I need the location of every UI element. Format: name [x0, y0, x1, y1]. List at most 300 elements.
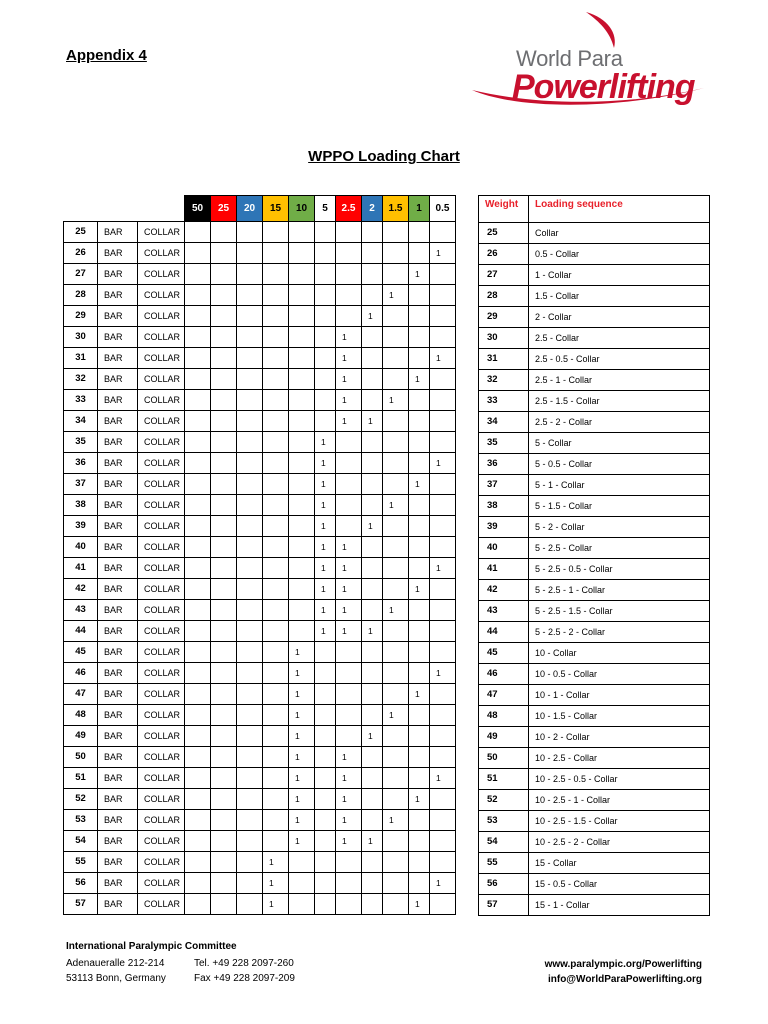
table-row — [64, 306, 456, 327]
plate-count-cell — [211, 579, 237, 600]
table-row — [64, 705, 456, 726]
loading-sequence-table — [478, 195, 710, 916]
plate-count-cell — [185, 243, 211, 264]
sequence-row — [479, 307, 710, 328]
plate-count-cell — [409, 516, 430, 537]
plate-count-cell — [263, 537, 289, 558]
plate-count-cell — [430, 621, 456, 642]
plate-count-cell — [362, 243, 383, 264]
sequence-cell: 2 - Collar — [529, 307, 710, 328]
plate-count-cell — [289, 453, 315, 474]
sequence-row — [479, 874, 710, 895]
weight-cell: 57 — [64, 894, 98, 915]
collar-cell: COLLAR — [138, 390, 185, 411]
weight-cell: 30 — [64, 327, 98, 348]
weight-cell: 52 — [64, 789, 98, 810]
plate-count-cell — [263, 411, 289, 432]
plate-count-cell: 1 — [430, 558, 456, 579]
plate-count-cell — [289, 495, 315, 516]
plate-count-cell: 1 — [315, 537, 336, 558]
footer-website-link[interactable]: www.paralympic.org/Powerlifting — [544, 959, 702, 970]
plate-count-cell: 1 — [289, 726, 315, 747]
plate-count-cell — [383, 789, 409, 810]
plate-count-cell: 1 — [336, 810, 362, 831]
plate-count-cell — [211, 348, 237, 369]
collar-cell: COLLAR — [138, 642, 185, 663]
footer-email-link[interactable]: info@WorldParaPowerlifting.org — [547, 974, 702, 985]
plate-count-cell: 1 — [263, 894, 289, 915]
collar-cell: COLLAR — [138, 558, 185, 579]
plate-count-cell — [263, 831, 289, 852]
plate-count-cell — [336, 453, 362, 474]
weight-cell: 45 — [479, 643, 529, 664]
plate-count-cell: 1 — [409, 789, 430, 810]
plate-count-cell — [211, 768, 237, 789]
plate-count-cell — [409, 621, 430, 642]
plate-count-cell — [289, 621, 315, 642]
plate-count-cell — [211, 789, 237, 810]
plate-count-cell — [211, 747, 237, 768]
table-row — [64, 348, 456, 369]
plate-count-cell — [237, 369, 263, 390]
weight-cell: 53 — [64, 810, 98, 831]
plate-count-cell — [315, 285, 336, 306]
weight-cell: 49 — [64, 726, 98, 747]
weight-cell: 48 — [64, 705, 98, 726]
plate-count-cell — [211, 411, 237, 432]
table-row — [64, 264, 456, 285]
table-row — [64, 831, 456, 852]
plate-count-cell — [430, 831, 456, 852]
weight-cell: 38 — [479, 496, 529, 517]
plate-count-cell — [237, 348, 263, 369]
bar-cell: BAR — [98, 579, 138, 600]
plate-count-cell — [289, 348, 315, 369]
plate-count-cell: 1 — [362, 831, 383, 852]
plate-header-1-5: 1.5 — [383, 196, 409, 222]
plate-count-cell — [383, 894, 409, 915]
plate-count-cell — [289, 537, 315, 558]
table-row — [64, 852, 456, 873]
plate-count-cell — [409, 348, 430, 369]
collar-cell: COLLAR — [138, 474, 185, 495]
sequence-cell: 2.5 - Collar — [529, 328, 710, 349]
sequence-row — [479, 769, 710, 790]
plate-count-cell — [362, 369, 383, 390]
sequence-row — [479, 706, 710, 727]
plate-count-cell — [237, 516, 263, 537]
weight-cell: 54 — [64, 831, 98, 852]
weight-cell: 27 — [64, 264, 98, 285]
plate-count-cell — [430, 789, 456, 810]
plate-count-cell — [409, 537, 430, 558]
plate-count-cell: 1 — [336, 600, 362, 621]
bar-cell: BAR — [98, 873, 138, 894]
plate-count-cell — [362, 327, 383, 348]
table-row — [64, 894, 456, 915]
weight-cell: 40 — [479, 538, 529, 559]
plate-count-cell — [211, 222, 237, 243]
table-row — [64, 621, 456, 642]
bar-cell: BAR — [98, 306, 138, 327]
plate-count-cell — [185, 327, 211, 348]
plate-count-cell: 1 — [409, 474, 430, 495]
plate-header-0-5: 0.5 — [430, 196, 456, 222]
table-row — [64, 768, 456, 789]
plate-count-cell: 1 — [336, 768, 362, 789]
plate-count-cell — [430, 327, 456, 348]
plate-count-cell — [409, 495, 430, 516]
weight-cell: 40 — [64, 537, 98, 558]
weight-cell: 47 — [479, 685, 529, 706]
plate-count-cell — [211, 810, 237, 831]
plate-count-cell — [263, 516, 289, 537]
header-blank-cell — [64, 196, 185, 222]
plate-count-cell — [263, 495, 289, 516]
plate-count-cell — [383, 621, 409, 642]
plate-header-15: 15 — [263, 196, 289, 222]
plate-count-cell — [185, 495, 211, 516]
plate-count-cell — [315, 390, 336, 411]
collar-cell: COLLAR — [138, 537, 185, 558]
plate-count-cell — [430, 390, 456, 411]
plate-count-cell: 1 — [336, 537, 362, 558]
plate-count-cell: 1 — [336, 348, 362, 369]
weight-cell: 42 — [479, 580, 529, 601]
collar-cell: COLLAR — [138, 789, 185, 810]
plate-count-cell — [336, 222, 362, 243]
footer-phone: Tel. +49 228 2097-260 — [194, 958, 294, 969]
plate-count-cell: 1 — [289, 768, 315, 789]
plate-count-cell — [336, 432, 362, 453]
sequence-cell: 10 - 1.5 - Collar — [529, 706, 710, 727]
collar-cell: COLLAR — [138, 726, 185, 747]
plate-count-cell — [383, 558, 409, 579]
plate-count-cell — [336, 306, 362, 327]
plate-header-20: 20 — [237, 196, 263, 222]
plate-count-cell — [289, 873, 315, 894]
table-row — [64, 558, 456, 579]
table-row — [64, 747, 456, 768]
collar-cell: COLLAR — [138, 831, 185, 852]
sequence-cell: 5 - 2.5 - 1 - Collar — [529, 580, 710, 601]
plate-count-cell — [263, 768, 289, 789]
weight-cell: 28 — [479, 286, 529, 307]
plate-count-cell — [383, 516, 409, 537]
weight-cell: 34 — [479, 412, 529, 433]
plate-count-cell — [336, 642, 362, 663]
plate-count-cell: 1 — [263, 873, 289, 894]
sequence-row — [479, 412, 710, 433]
plate-count-cell — [237, 243, 263, 264]
plate-count-cell — [289, 516, 315, 537]
plate-count-cell — [315, 369, 336, 390]
plate-count-cell: 1 — [383, 600, 409, 621]
sequence-cell: 5 - 2.5 - 0.5 - Collar — [529, 559, 710, 580]
plate-count-cell — [383, 264, 409, 285]
sequence-cell: 10 - 2.5 - 1 - Collar — [529, 790, 710, 811]
plate-count-cell — [237, 600, 263, 621]
bar-cell: BAR — [98, 327, 138, 348]
plate-count-cell — [362, 537, 383, 558]
sequence-cell: 2.5 - 1.5 - Collar — [529, 391, 710, 412]
bar-cell: BAR — [98, 474, 138, 495]
sequence-row — [479, 832, 710, 853]
sequence-cell: 2.5 - 2 - Collar — [529, 412, 710, 433]
plate-count-cell — [211, 642, 237, 663]
sequence-row — [479, 601, 710, 622]
sequence-cell: 2.5 - 1 - Collar — [529, 370, 710, 391]
plate-count-cell — [211, 243, 237, 264]
plate-count-cell — [383, 537, 409, 558]
plate-count-cell — [383, 663, 409, 684]
table-row — [64, 873, 456, 894]
plate-count-cell — [263, 327, 289, 348]
plate-count-cell — [336, 663, 362, 684]
plate-count-cell — [430, 852, 456, 873]
plate-count-cell: 1 — [430, 663, 456, 684]
plate-count-cell: 1 — [430, 243, 456, 264]
plate-count-cell — [263, 789, 289, 810]
bar-cell: BAR — [98, 600, 138, 621]
sequence-row — [479, 391, 710, 412]
plate-count-cell — [185, 579, 211, 600]
plate-count-cell — [211, 453, 237, 474]
plate-count-cell — [315, 411, 336, 432]
weight-cell: 46 — [479, 664, 529, 685]
collar-cell: COLLAR — [138, 873, 185, 894]
weight-cell: 27 — [479, 265, 529, 286]
plate-count-cell — [237, 642, 263, 663]
plate-count-cell — [362, 600, 383, 621]
plate-count-cell — [185, 747, 211, 768]
plate-count-cell — [237, 810, 263, 831]
weight-cell: 54 — [479, 832, 529, 853]
collar-cell: COLLAR — [138, 411, 185, 432]
plate-count-cell — [237, 621, 263, 642]
plate-count-cell — [211, 852, 237, 873]
plate-count-cell — [315, 642, 336, 663]
sequence-cell: 10 - 2.5 - 0.5 - Collar — [529, 769, 710, 790]
plate-count-cell — [409, 306, 430, 327]
weight-cell: 33 — [64, 390, 98, 411]
plate-header-2-5: 2.5 — [336, 196, 362, 222]
sequence-row — [479, 811, 710, 832]
weight-cell: 36 — [479, 454, 529, 475]
plate-count-cell — [430, 726, 456, 747]
table-row — [64, 390, 456, 411]
sequence-row — [479, 643, 710, 664]
bar-cell: BAR — [98, 222, 138, 243]
collar-cell: COLLAR — [138, 768, 185, 789]
plate-header-2: 2 — [362, 196, 383, 222]
plate-count-cell: 1 — [289, 705, 315, 726]
plate-count-cell — [211, 621, 237, 642]
plate-count-cell: 1 — [336, 390, 362, 411]
bar-cell: BAR — [98, 453, 138, 474]
plate-count-cell — [185, 663, 211, 684]
plate-count-cell — [409, 243, 430, 264]
plate-count-cell — [185, 348, 211, 369]
sequence-row — [479, 853, 710, 874]
weight-cell: 29 — [479, 307, 529, 328]
plate-count-cell — [362, 474, 383, 495]
plate-count-cell — [289, 894, 315, 915]
plate-count-cell — [237, 558, 263, 579]
plate-count-cell — [430, 369, 456, 390]
collar-cell: COLLAR — [138, 852, 185, 873]
plate-count-cell: 1 — [289, 684, 315, 705]
plate-count-cell — [383, 411, 409, 432]
plate-count-cell — [315, 327, 336, 348]
collar-cell: COLLAR — [138, 747, 185, 768]
plate-count-cell — [289, 579, 315, 600]
plate-count-cell — [185, 411, 211, 432]
plate-count-cell — [263, 222, 289, 243]
plate-count-cell — [409, 747, 430, 768]
plate-count-cell — [315, 306, 336, 327]
plate-count-cell — [237, 684, 263, 705]
plate-count-cell — [409, 390, 430, 411]
plate-count-cell — [185, 642, 211, 663]
collar-cell: COLLAR — [138, 369, 185, 390]
plate-count-cell — [237, 537, 263, 558]
table-row — [64, 684, 456, 705]
plate-count-cell — [409, 285, 430, 306]
plate-count-cell — [263, 285, 289, 306]
plate-count-cell — [362, 894, 383, 915]
sequence-header-row — [479, 196, 710, 223]
plate-count-cell — [289, 243, 315, 264]
plate-count-cell — [289, 264, 315, 285]
plate-count-cell — [430, 516, 456, 537]
sequence-cell: 10 - 2.5 - 1.5 - Collar — [529, 811, 710, 832]
sequence-cell: 1 - Collar — [529, 265, 710, 286]
bar-cell: BAR — [98, 285, 138, 306]
weight-cell: 43 — [479, 601, 529, 622]
plate-count-cell — [185, 831, 211, 852]
plate-count-cell — [383, 726, 409, 747]
plate-count-cell — [237, 411, 263, 432]
collar-cell: COLLAR — [138, 432, 185, 453]
bar-cell: BAR — [98, 852, 138, 873]
table-row — [64, 495, 456, 516]
sequence-cell: 10 - 2 - Collar — [529, 727, 710, 748]
plate-count-cell — [263, 558, 289, 579]
collar-cell: COLLAR — [138, 600, 185, 621]
plate-count-cell — [185, 264, 211, 285]
weight-cell: 50 — [64, 747, 98, 768]
plate-count-cell — [430, 285, 456, 306]
plate-count-cell: 1 — [336, 327, 362, 348]
bar-cell: BAR — [98, 621, 138, 642]
collar-cell: COLLAR — [138, 663, 185, 684]
plate-count-cell — [362, 453, 383, 474]
sequence-cell: 0.5 - Collar — [529, 244, 710, 265]
table-row — [64, 222, 456, 243]
plate-count-cell — [315, 264, 336, 285]
plate-count-cell: 1 — [430, 873, 456, 894]
plate-count-cell — [362, 558, 383, 579]
plate-count-cell — [362, 873, 383, 894]
bar-cell: BAR — [98, 348, 138, 369]
plate-count-cell — [362, 810, 383, 831]
plate-count-cell — [185, 600, 211, 621]
weight-cell: 26 — [64, 243, 98, 264]
plate-count-cell — [362, 285, 383, 306]
plate-count-cell — [237, 831, 263, 852]
sequence-cell: 5 - 2 - Collar — [529, 517, 710, 538]
plate-count-cell — [289, 285, 315, 306]
plate-count-cell — [336, 495, 362, 516]
bar-cell: BAR — [98, 516, 138, 537]
plate-count-cell — [263, 810, 289, 831]
weight-cell: 34 — [64, 411, 98, 432]
bar-cell: BAR — [98, 663, 138, 684]
sequence-cell: 5 - Collar — [529, 433, 710, 454]
plate-count-cell — [289, 600, 315, 621]
plate-count-cell — [263, 390, 289, 411]
weight-cell: 31 — [64, 348, 98, 369]
plate-count-cell — [211, 306, 237, 327]
bar-cell: BAR — [98, 558, 138, 579]
plate-count-cell: 1 — [289, 663, 315, 684]
weight-cell: 32 — [64, 369, 98, 390]
plate-count-cell — [185, 474, 211, 495]
table-row — [64, 789, 456, 810]
plate-count-cell — [409, 558, 430, 579]
plate-count-cell: 1 — [383, 285, 409, 306]
bar-cell: BAR — [98, 369, 138, 390]
plate-count-cell: 1 — [383, 705, 409, 726]
plate-count-cell — [185, 537, 211, 558]
bar-cell: BAR — [98, 705, 138, 726]
plate-count-cell — [185, 705, 211, 726]
plate-count-cell: 1 — [315, 453, 336, 474]
table-row — [64, 432, 456, 453]
table-row — [64, 600, 456, 621]
collar-cell: COLLAR — [138, 306, 185, 327]
bar-cell: BAR — [98, 810, 138, 831]
plate-count-cell: 1 — [289, 747, 315, 768]
collar-cell: COLLAR — [138, 621, 185, 642]
weight-cell: 56 — [64, 873, 98, 894]
plate-count-cell — [211, 327, 237, 348]
plate-count-cell — [383, 579, 409, 600]
plate-count-cell: 1 — [336, 558, 362, 579]
bar-cell: BAR — [98, 642, 138, 663]
plate-count-cell — [336, 474, 362, 495]
footer-organization: International Paralympic Committee — [66, 941, 237, 952]
plate-header-row — [64, 196, 456, 222]
table-row — [64, 537, 456, 558]
plate-count-cell — [362, 705, 383, 726]
plate-count-cell — [185, 873, 211, 894]
table-row — [64, 642, 456, 663]
plate-count-cell — [185, 558, 211, 579]
sequence-row — [479, 349, 710, 370]
plate-count-cell: 1 — [383, 495, 409, 516]
plate-count-cell — [185, 390, 211, 411]
plate-count-cell — [383, 432, 409, 453]
sequence-row — [479, 727, 710, 748]
weight-cell: 37 — [64, 474, 98, 495]
plate-count-cell — [409, 831, 430, 852]
plate-count-cell — [237, 306, 263, 327]
collar-cell: COLLAR — [138, 894, 185, 915]
plate-count-cell: 1 — [315, 495, 336, 516]
world-para-powerlifting-logo — [468, 10, 708, 110]
